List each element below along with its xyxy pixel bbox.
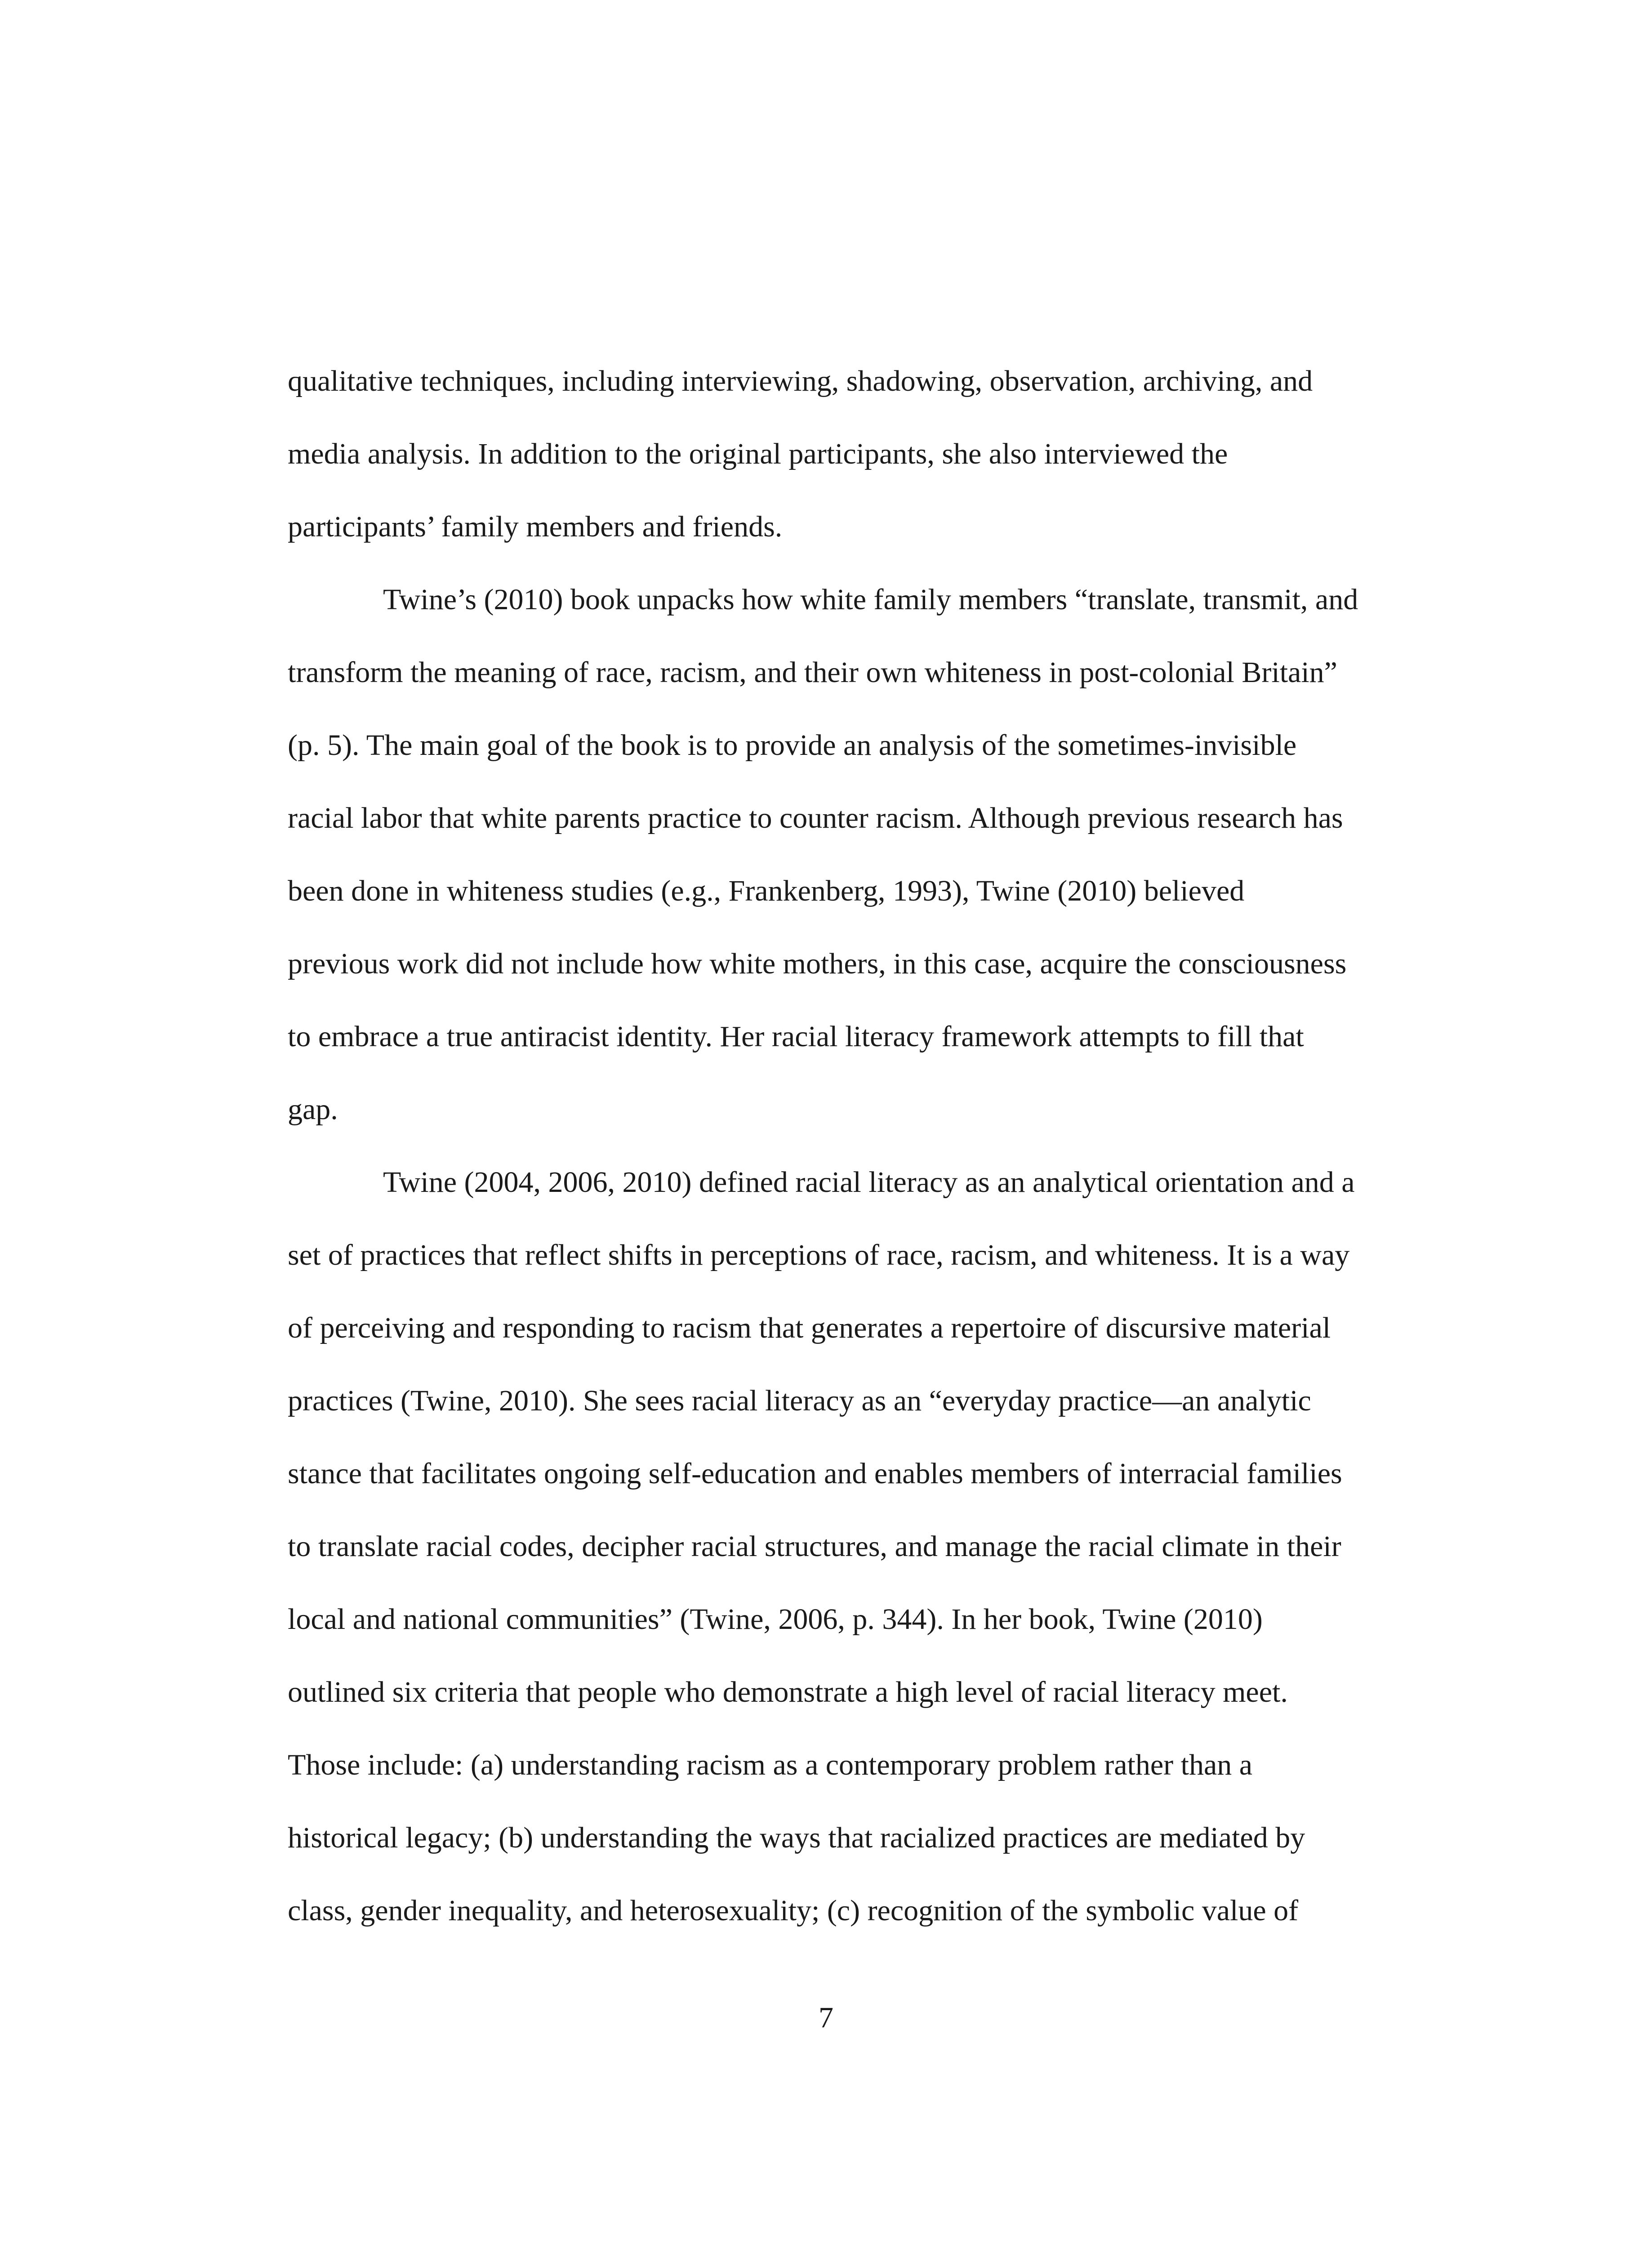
text-line: stance that facilitates ongoing self-education and enables members of interracial families <box>288 1457 1342 1490</box>
text-line: previous work did not include how white mothers, in this case, acquire the consciousness <box>288 947 1347 980</box>
page-number: 7 <box>819 2001 833 2034</box>
text-line: set of practices that reflect shifts in perceptions of race, racism, and whiteness. It is a way <box>288 1239 1350 1271</box>
text-line: historical legacy; (b) understanding the ways that racialized practices are mediated by <box>288 1821 1305 1854</box>
text-line: practices (Twine, 2010). She sees racial literacy as an “everyday practice—an analytic <box>288 1384 1311 1417</box>
text-line: transform the meaning of race, racism, and their own whiteness in post-colonial Britain” <box>288 656 1337 689</box>
text-line: (p. 5). The main goal of the book is to provide an analysis of the sometimes-invisible <box>288 729 1297 762</box>
text-line: to translate racial codes, decipher racial structures, and manage the racial climate in their <box>288 1530 1341 1563</box>
text-line: media analysis. In addition to the original participants, she also interviewed the <box>288 437 1228 470</box>
text-line: local and national communities” (Twine, 2006, p. 344). In her book, Twine (2010) <box>288 1603 1263 1636</box>
text-line: been done in whiteness studies (e.g., Frankenberg, 1993), Twine (2010) believed <box>288 874 1245 907</box>
text-line: Those include: (a) understanding racism as a contemporary problem rather than a <box>288 1748 1253 1781</box>
text-line: participants’ family members and friends. <box>288 510 783 543</box>
text-line: gap. <box>288 1093 338 1126</box>
text-line: outlined six criteria that people who demonstrate a high level of racial literacy meet. <box>288 1676 1288 1708</box>
text-line: to embrace a true antiracist identity. Her racial literacy framework attempts to fill that <box>288 1020 1304 1053</box>
text-line: of perceiving and responding to racism that generates a repertoire of discursive material <box>288 1311 1331 1344</box>
text-line: class, gender inequality, and heterosexuality; (c) recognition of the symbolic value of <box>288 1894 1299 1927</box>
paragraph-first-line: Twine (2004, 2006, 2010) defined racial literacy as an analytical orientation and a <box>383 1166 1355 1199</box>
paragraph-first-line: Twine’s (2010) book unpacks how white family members “translate, transmit, and <box>383 583 1358 616</box>
text-line: racial labor that white parents practice to counter racism. Although previous research has <box>288 802 1343 834</box>
text-line: qualitative techniques, including interviewing, shadowing, observation, archiving, and <box>288 365 1313 397</box>
